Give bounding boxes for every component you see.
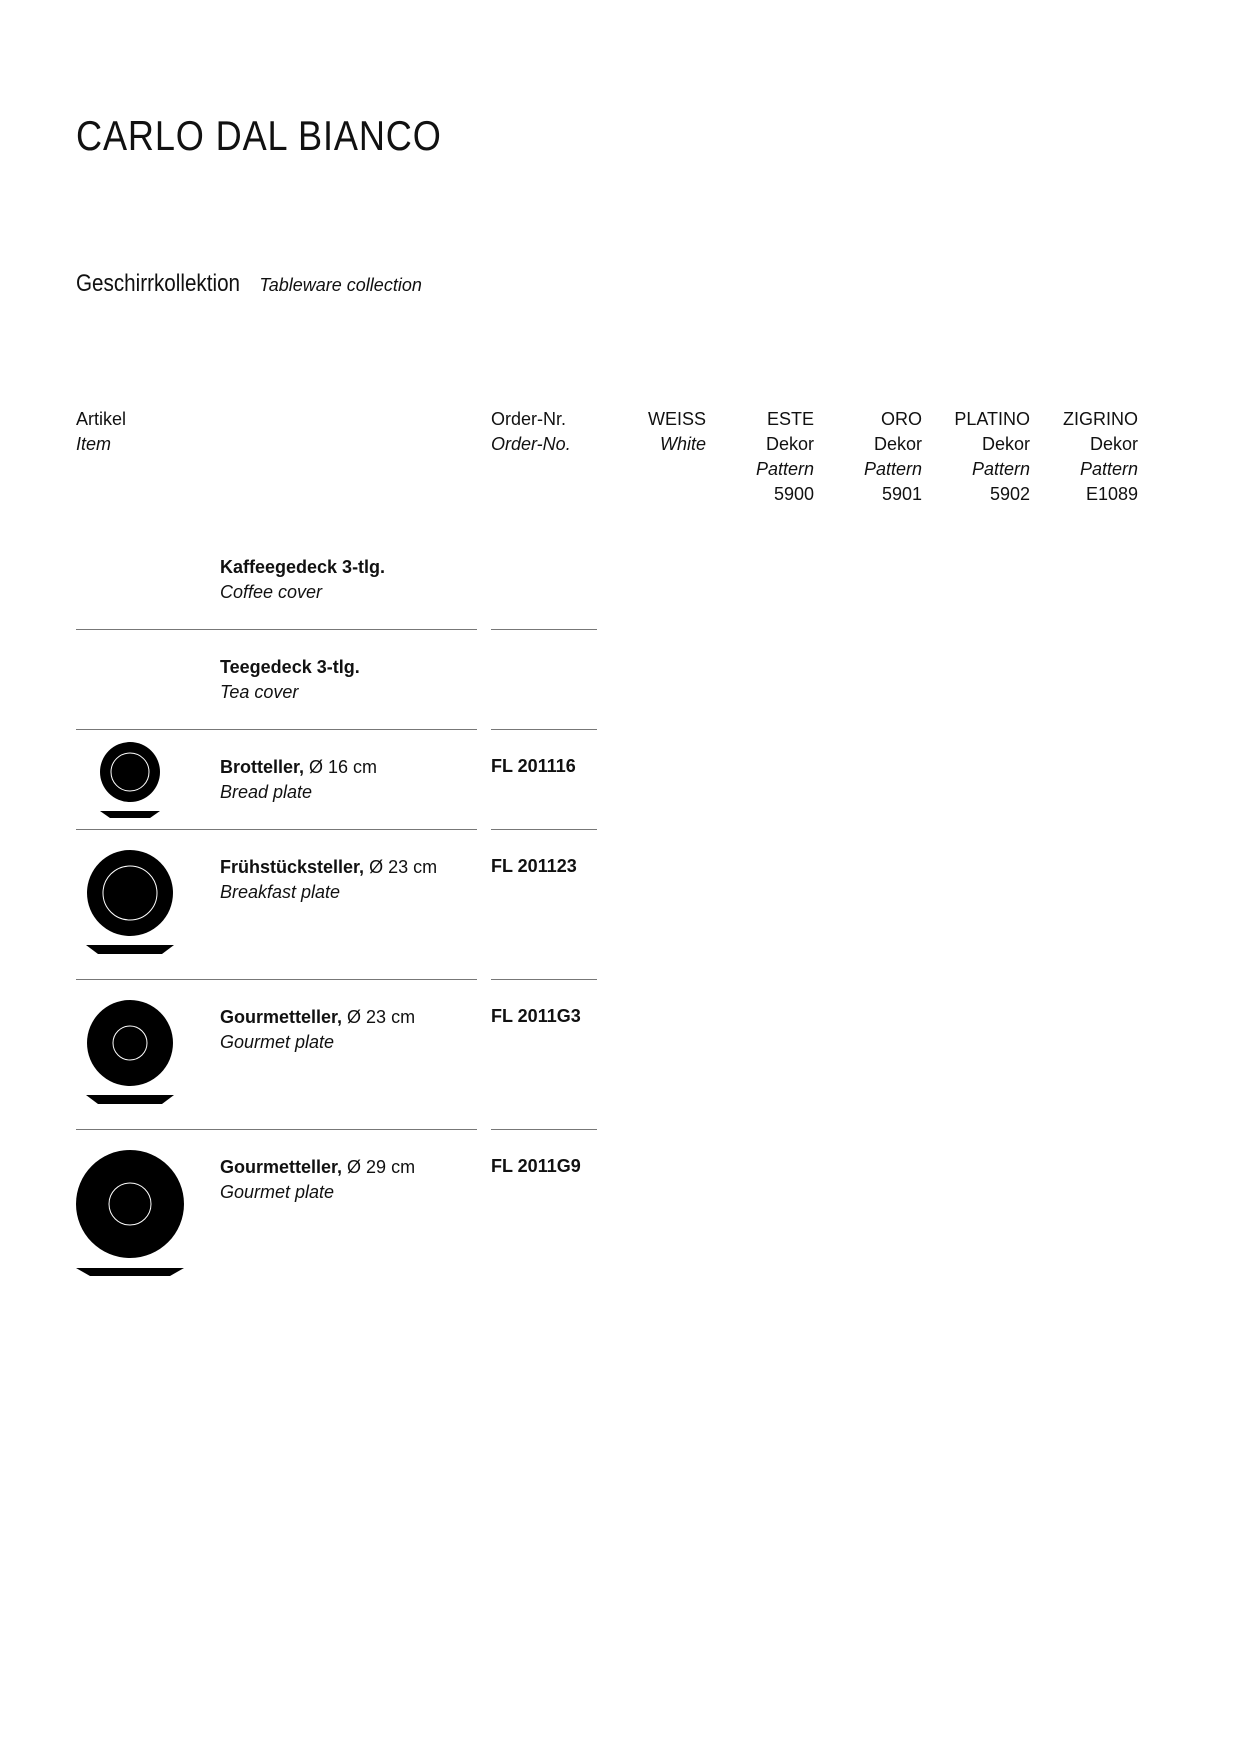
pattern-code: 5902 bbox=[989, 484, 1030, 504]
page-subtitle bbox=[76, 270, 422, 298]
item-name: Gourmetteller, bbox=[220, 1007, 343, 1027]
row-divider bbox=[491, 979, 597, 980]
pattern-name: PLATINO bbox=[954, 409, 1030, 429]
pattern-de: Dekor bbox=[981, 434, 1030, 454]
item-size: Ø 16 cm bbox=[304, 757, 378, 777]
item-name-en: Gourmet plate bbox=[220, 1032, 335, 1052]
item-name: Kaffeegedeck 3-tlg. bbox=[220, 557, 386, 577]
page-title: CARLO DAL BIANCO bbox=[76, 112, 442, 159]
header-order-de: Order-Nr. bbox=[491, 409, 567, 429]
list-item bbox=[220, 655, 360, 705]
plate-icon bbox=[86, 1000, 174, 1108]
item-name-en: Bread plate bbox=[220, 782, 313, 802]
pattern-en: Pattern bbox=[971, 459, 1030, 479]
header-item bbox=[76, 407, 126, 457]
item-name: Gourmetteller, bbox=[220, 1157, 343, 1177]
list-item bbox=[220, 1155, 415, 1205]
pattern-en: Pattern bbox=[1079, 459, 1138, 479]
header-pattern-oro bbox=[808, 407, 922, 507]
header-pattern-platino bbox=[916, 407, 1030, 507]
pattern-de: Dekor bbox=[873, 434, 922, 454]
plate-icon bbox=[98, 740, 162, 820]
plate-icon bbox=[86, 850, 174, 958]
pattern-de: Dekor bbox=[1089, 434, 1138, 454]
subtitle-en: Tableware collection bbox=[259, 275, 422, 295]
header-pattern-este bbox=[700, 407, 814, 507]
header-pattern-zigrino bbox=[1024, 407, 1138, 507]
order-number: FL 2011G3 bbox=[491, 1006, 581, 1026]
header-weiss-en: White bbox=[659, 434, 706, 454]
order-number: FL 201116 bbox=[491, 756, 576, 776]
pattern-code: 5901 bbox=[881, 484, 922, 504]
item-name-en: Gourmet plate bbox=[220, 1182, 335, 1202]
row-divider bbox=[491, 729, 597, 730]
item-name: Frühstücksteller, bbox=[220, 857, 365, 877]
item-size: Ø 29 cm bbox=[342, 1157, 416, 1177]
header-order bbox=[491, 407, 571, 457]
pattern-en: Pattern bbox=[863, 459, 922, 479]
item-name: Teegedeck 3-tlg. bbox=[220, 657, 360, 677]
item-size: Ø 23 cm bbox=[342, 1007, 416, 1027]
row-divider bbox=[76, 629, 477, 630]
row-divider bbox=[76, 1129, 477, 1130]
pattern-code: 5900 bbox=[773, 484, 814, 504]
row-divider bbox=[76, 829, 477, 830]
pattern-code: E1089 bbox=[1085, 484, 1138, 504]
list-item bbox=[220, 555, 385, 605]
row-divider bbox=[491, 1129, 597, 1130]
header-item-de: Artikel bbox=[76, 409, 127, 429]
pattern-name: ORO bbox=[880, 409, 922, 429]
order-number: FL 201123 bbox=[491, 856, 577, 876]
row-divider bbox=[76, 729, 477, 730]
list-item bbox=[220, 1005, 415, 1055]
item-size: Ø 23 cm bbox=[364, 857, 438, 877]
list-item bbox=[220, 855, 437, 905]
pattern-name: ZIGRINO bbox=[1063, 409, 1138, 429]
header-weiss-de: WEISS bbox=[647, 409, 706, 429]
item-name: Brotteller, bbox=[220, 757, 305, 777]
header-order-en: Order-No. bbox=[491, 434, 571, 454]
pattern-en: Pattern bbox=[755, 459, 814, 479]
item-name-en: Coffee cover bbox=[220, 582, 323, 602]
row-divider bbox=[491, 829, 597, 830]
subtitle-de: Geschirrkollektion bbox=[76, 270, 241, 297]
row-divider bbox=[76, 979, 477, 980]
order-number: FL 2011G9 bbox=[491, 1156, 581, 1176]
plate-icon bbox=[76, 1150, 186, 1280]
item-name-en: Breakfast plate bbox=[220, 882, 341, 902]
header-item-en: Item bbox=[76, 434, 112, 454]
item-name-en: Tea cover bbox=[220, 682, 299, 702]
row-divider bbox=[491, 629, 597, 630]
list-item bbox=[220, 755, 377, 805]
pattern-name: ESTE bbox=[766, 409, 814, 429]
pattern-de: Dekor bbox=[765, 434, 814, 454]
header-weiss bbox=[600, 407, 706, 457]
